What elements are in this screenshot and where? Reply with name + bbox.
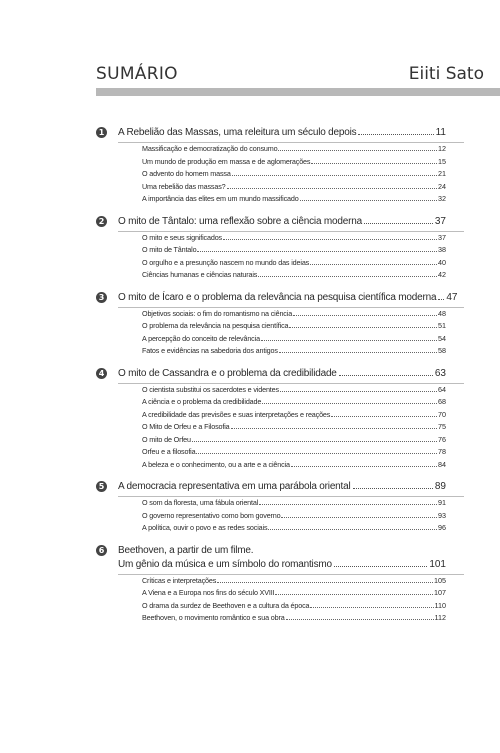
dot-leader xyxy=(197,251,437,252)
table-of-contents xyxy=(96,126,458,625)
section-entry[interactable] xyxy=(142,575,446,588)
section-entry[interactable] xyxy=(142,409,446,422)
dot-leader xyxy=(293,315,437,316)
section-title: O cientista substitui os sacerdotes e videntes xyxy=(142,384,279,394)
section-entry[interactable] xyxy=(142,421,446,434)
chapter-title: O mito de Cassandra e o problema da credibilidade xyxy=(118,367,337,379)
section-entry[interactable] xyxy=(142,181,446,194)
section-title: O orgulho e a presunção nascem no mundo das ideias xyxy=(142,257,310,267)
section-page: 24 xyxy=(438,181,446,191)
chapter-1 xyxy=(96,126,446,206)
chapter-title: A Rebelião das Massas, uma releitura um século depois xyxy=(118,127,357,138)
chapter-3 xyxy=(96,291,458,358)
section-page: 112 xyxy=(434,613,446,622)
section-entry[interactable] xyxy=(142,434,446,447)
section-entry[interactable] xyxy=(142,232,446,245)
section-entry[interactable] xyxy=(142,168,446,181)
dot-leader xyxy=(227,188,438,189)
section-page: 48 xyxy=(438,308,446,318)
dot-leader xyxy=(231,428,437,429)
section-entry[interactable] xyxy=(142,143,446,156)
section-title: O Mito de Orfeu e a Filosofia xyxy=(142,422,230,431)
section-entry[interactable] xyxy=(142,156,446,169)
chapter-title-line[interactable] xyxy=(118,215,446,229)
chapter-4 xyxy=(96,367,446,472)
section-page: 51 xyxy=(438,321,446,330)
section-title: O som da floresta, uma fábula oriental xyxy=(142,498,259,507)
section-title: A importância das elites em um mundo massificado xyxy=(142,194,299,203)
section-entry[interactable] xyxy=(142,345,446,358)
section-page: 38 xyxy=(438,245,446,254)
section-page: 40 xyxy=(438,257,446,267)
section-entry[interactable] xyxy=(142,257,446,270)
section-page: 96 xyxy=(438,523,446,532)
section-entry[interactable] xyxy=(142,587,446,600)
dot-leader xyxy=(291,466,437,467)
section-page: 64 xyxy=(438,384,446,394)
dot-leader xyxy=(196,453,437,454)
section-title: A Viena e a Europa nos fins do século XVIII xyxy=(142,588,275,597)
dot-leader xyxy=(278,150,437,151)
section-entry[interactable] xyxy=(142,612,446,625)
dot-leader xyxy=(279,352,437,353)
chapter-number-badge: 3 xyxy=(96,292,107,303)
section-entry[interactable] xyxy=(142,446,446,459)
section-page: 76 xyxy=(438,434,446,444)
chapter-title-line[interactable] xyxy=(118,480,446,494)
section-page: 84 xyxy=(438,459,446,469)
section-entry[interactable] xyxy=(142,308,446,321)
section-entry[interactable] xyxy=(142,333,446,346)
chapter-number-badge: 4 xyxy=(96,368,107,379)
chapter-number-badge: 5 xyxy=(96,481,107,492)
chapter-page: 37 xyxy=(434,215,446,227)
section-title: O mito de Orfeu xyxy=(142,434,191,444)
section-title: O mito e seus significados xyxy=(142,232,222,242)
section-title: O governo representativo como bom governo xyxy=(142,510,281,520)
section-title: Fatos e evidências na sabedoria dos antigos xyxy=(142,346,278,355)
dot-leader xyxy=(280,391,437,392)
dot-leader xyxy=(261,340,437,341)
section-title: O drama da surdez de Beethoven e a cultura da época xyxy=(142,600,310,610)
chapter-title-line[interactable] xyxy=(118,291,458,305)
dot-leader xyxy=(353,488,433,489)
section-title: Orfeu e a filosofia xyxy=(142,447,196,456)
section-page: 110 xyxy=(434,600,446,610)
section-page: 107 xyxy=(434,588,446,597)
dot-leader xyxy=(281,517,437,518)
section-title: Massificação e democratização do consumo xyxy=(142,144,278,153)
section-page: 21 xyxy=(438,169,446,178)
dot-leader xyxy=(339,375,433,376)
dot-leader xyxy=(300,200,437,201)
section-entry[interactable] xyxy=(142,396,446,409)
dot-leader xyxy=(438,299,444,300)
author-name: Eiiti Sato xyxy=(408,64,484,84)
section-title: Beethoven, o movimento romântico e sua obra xyxy=(142,613,285,622)
section-page: 15 xyxy=(438,156,446,166)
chapter-page: 11 xyxy=(435,127,446,138)
chapter-number-badge: 1 xyxy=(96,127,107,138)
section-page: 37 xyxy=(438,232,446,242)
section-page: 78 xyxy=(438,447,446,456)
dot-leader xyxy=(192,441,437,442)
dot-leader xyxy=(268,529,437,530)
section-page: 68 xyxy=(438,397,446,406)
section-page: 70 xyxy=(438,409,446,419)
chapter-5 xyxy=(96,480,446,535)
section-title: O advento do homem massa xyxy=(142,169,231,178)
dot-leader xyxy=(334,566,427,567)
chapter-page: 47 xyxy=(446,291,458,303)
section-title: A credibilidade das previsões e suas interpretações e reações xyxy=(142,409,331,419)
dot-leader xyxy=(258,276,437,277)
dot-leader xyxy=(311,163,437,164)
chapter-page: 63 xyxy=(434,367,446,379)
chapter-6 xyxy=(96,544,446,625)
section-title: Objetivos sociais: o fim do romantismo na ciência xyxy=(142,308,293,318)
page-header xyxy=(96,64,484,88)
chapter-title-line[interactable] xyxy=(118,367,446,381)
section-page: 54 xyxy=(438,333,446,343)
section-page: 58 xyxy=(438,346,446,355)
section-title: Uma rebelião das massas? xyxy=(142,181,226,191)
chapter-number-badge: 6 xyxy=(96,545,107,556)
section-entry[interactable] xyxy=(142,269,446,282)
section-title: A política, ouvir o povo e as redes sociais xyxy=(142,523,268,532)
chapter-title-line[interactable] xyxy=(118,126,446,140)
chapter-2 xyxy=(96,215,446,282)
section-entry[interactable] xyxy=(142,459,446,472)
section-title: A percepção do conceito de relevância xyxy=(142,333,260,343)
dot-leader xyxy=(286,619,434,620)
dot-leader xyxy=(331,416,437,417)
chapter-title: O mito de Tântalo: uma reflexão sobre a ciência moderna xyxy=(118,215,362,227)
chapter-title: O mito de Ícaro e o problema da relevância na pesquisa científica moderna xyxy=(118,291,437,303)
section-entry[interactable] xyxy=(142,600,446,613)
section-title: O mito de Tântalo xyxy=(142,245,197,254)
dot-leader xyxy=(310,264,437,265)
chapter-title-line-1: Beethoven, a partir de um filme. xyxy=(118,544,254,556)
dot-leader xyxy=(259,504,437,505)
section-page: 12 xyxy=(438,144,446,153)
section-title: O problema da relevância na pesquisa científica xyxy=(142,321,289,330)
section-entry[interactable] xyxy=(142,384,446,397)
section-page: 75 xyxy=(438,422,446,431)
section-page: 93 xyxy=(438,510,446,520)
dot-leader xyxy=(232,175,437,176)
section-page: 91 xyxy=(438,498,446,507)
section-entry[interactable] xyxy=(142,193,446,206)
chapter-title: Um gênio da música e um símbolo do romantismo xyxy=(118,558,332,570)
chapter-number-badge: 2 xyxy=(96,216,107,227)
section-title: Críticas e interpretações xyxy=(142,575,217,585)
header-bar xyxy=(96,88,500,96)
page-title: SUMÁRIO xyxy=(96,64,178,84)
section-entry[interactable] xyxy=(142,320,446,333)
section-title: A beleza e o conhecimento, ou a arte e a ciência xyxy=(142,459,290,469)
dot-leader xyxy=(217,582,433,583)
dot-leader xyxy=(310,607,433,608)
section-entry[interactable] xyxy=(142,244,446,257)
dot-leader xyxy=(262,403,437,404)
section-page: 105 xyxy=(434,575,446,585)
chapter-page: 89 xyxy=(434,481,446,492)
section-title: A ciência e o problema da credibilidade xyxy=(142,397,262,406)
chapter-title: A democracia representativa em uma parábola oriental xyxy=(118,481,351,492)
dot-leader xyxy=(358,134,433,135)
section-page: 42 xyxy=(438,270,446,279)
chapter-title-line[interactable] xyxy=(118,558,446,572)
dot-leader xyxy=(223,239,437,240)
dot-leader xyxy=(275,594,433,595)
section-entry[interactable] xyxy=(142,497,446,510)
section-title: Um mundo de produção em massa e de aglomerações xyxy=(142,156,311,166)
dot-leader xyxy=(289,327,437,328)
dot-leader xyxy=(364,223,433,224)
chapter-page: 101 xyxy=(429,558,446,570)
section-page: 32 xyxy=(438,194,446,203)
section-entry[interactable] xyxy=(142,510,446,523)
section-title: Ciências humanas e ciências naturais xyxy=(142,270,258,279)
section-entry[interactable] xyxy=(142,522,446,535)
